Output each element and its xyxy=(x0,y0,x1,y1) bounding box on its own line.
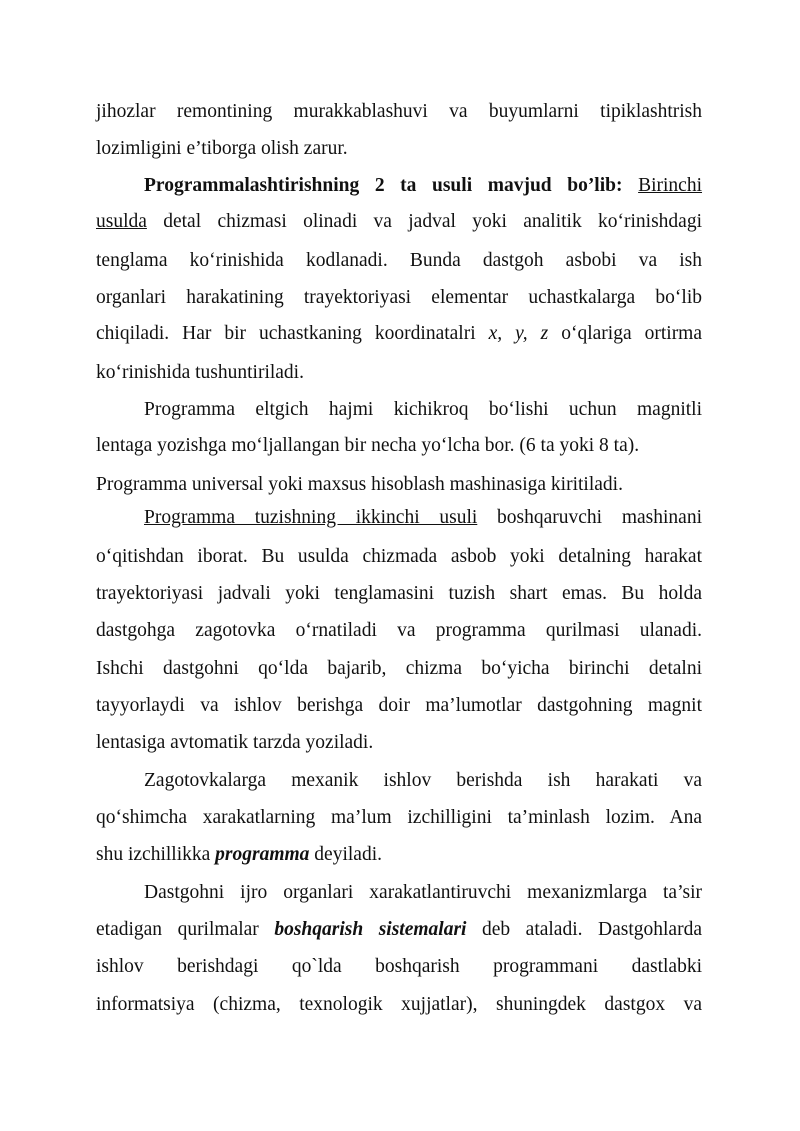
text-span: detal chizmasi olinadi va jadval yoki analitik ko‘rinishdagi xyxy=(146,211,702,232)
text-line xyxy=(96,210,702,234)
text-line xyxy=(96,545,702,569)
text-span: deyiladi. xyxy=(309,844,382,865)
text-span: organlari harakatining trayektoriyasi elementar uchastkalarga bo‘lib xyxy=(96,287,702,308)
text-line xyxy=(96,694,702,718)
text-span: dastgohga zagotovka o‘rnatiladi va programma qurilmasi ulanadi. xyxy=(96,620,702,641)
underlined-text: Birinchi xyxy=(638,175,703,196)
text-span: Dastgohni ijro organlari xarakatlantiruvchi mexanizmlarga ta’sir xyxy=(144,882,702,903)
text-line xyxy=(96,434,702,458)
text-line xyxy=(96,249,702,273)
italic-text: x, y, z xyxy=(488,323,549,344)
underlined-text: Programma tuzishning ikkinchi usuli xyxy=(144,507,478,528)
bold-heading: Programmalashtirishning 2 ta usuli mavjud bo’lib: xyxy=(144,175,623,196)
text-span: boshqaruvchi mashinani xyxy=(477,507,702,528)
text-line xyxy=(144,398,702,422)
text-line xyxy=(96,137,702,161)
underlined-text: usulda xyxy=(96,211,147,232)
text-span: tayyorlaydi va ishlov berishga doir ma’lumotlar dastgohning magnit xyxy=(96,695,702,716)
text-span: Ishchi dastgohni qo‘lda bajarib, chizma bo‘yicha birinchi detalni xyxy=(96,658,702,679)
bold-italic-term: boshqarish sistemalari xyxy=(274,919,467,940)
text-line xyxy=(144,506,702,530)
text-span: tenglama ko‘rinishida kodlanadi. Bunda dastgoh asbobi va ish xyxy=(96,250,702,271)
text-line xyxy=(144,881,702,905)
text-line xyxy=(96,582,702,606)
text-line xyxy=(96,657,702,681)
text-line xyxy=(144,174,702,198)
text-line xyxy=(96,843,702,867)
text-line xyxy=(96,918,702,942)
text-span: o‘qlariga ortirma xyxy=(548,323,703,344)
text-line xyxy=(96,619,702,643)
text-line xyxy=(144,769,702,793)
text-line xyxy=(96,286,702,310)
text-line xyxy=(96,473,702,497)
text-span: Zagotovkalarga mexanik ishlov berishda ish harakati va xyxy=(144,770,702,791)
text-span: lentasiga avtomatik tarzda yoziladi. xyxy=(96,732,374,753)
text-line xyxy=(96,361,702,385)
text-span: lentaga yozishga mo‘ljallangan bir necha yo‘lcha bor. (6 ta yoki 8 ta). xyxy=(96,435,640,456)
text-span: trayektoriyasi jadvali yoki tenglamasini tuzish shart emas. Bu holda xyxy=(96,583,702,604)
text-span: lozimligini e’tiborga olish zarur. xyxy=(96,138,348,159)
text-span: ko‘rinishida tushuntiriladi. xyxy=(96,362,304,383)
bold-italic-term: programma xyxy=(215,844,310,865)
text-span: etadigan qurilmalar xyxy=(96,919,275,940)
text-span: o‘qitishdan iborat. Bu usulda chizmada asbob yoki detalning harakat xyxy=(96,546,702,567)
text-line xyxy=(96,731,702,755)
text-line xyxy=(96,955,702,979)
text-line xyxy=(96,993,702,1017)
text-span: Programma universal yoki maxsus hisoblash mashinasiga kiritiladi. xyxy=(96,474,623,495)
text-span: deb ataladi. Dastgohlarda xyxy=(466,919,702,940)
text-span: Programma eltgich hajmi kichikroq bo‘lishi uchun magnitli xyxy=(144,399,702,420)
text-line xyxy=(96,100,702,124)
text-span: jihozlar remontining murakkablashuvi va buyumlarni tipiklashtrish xyxy=(96,101,702,122)
text-span: shu izchillikka xyxy=(96,844,216,865)
text-span: ishlov berishdagi qo`lda boshqarish programmani dastlabki xyxy=(96,956,702,977)
text-span: chiqiladi. Har bir uchastkaning koordinatalri xyxy=(96,323,489,344)
text-span: informatsiya (chizma, texnologik xujjatlar), shuningdek dastgox va xyxy=(96,994,702,1015)
text-span: qo‘shimcha xarakatlarning ma’lum izchilligini ta’minlash lozim. Ana xyxy=(96,807,702,828)
text-line xyxy=(96,806,702,830)
text-line xyxy=(96,322,702,346)
